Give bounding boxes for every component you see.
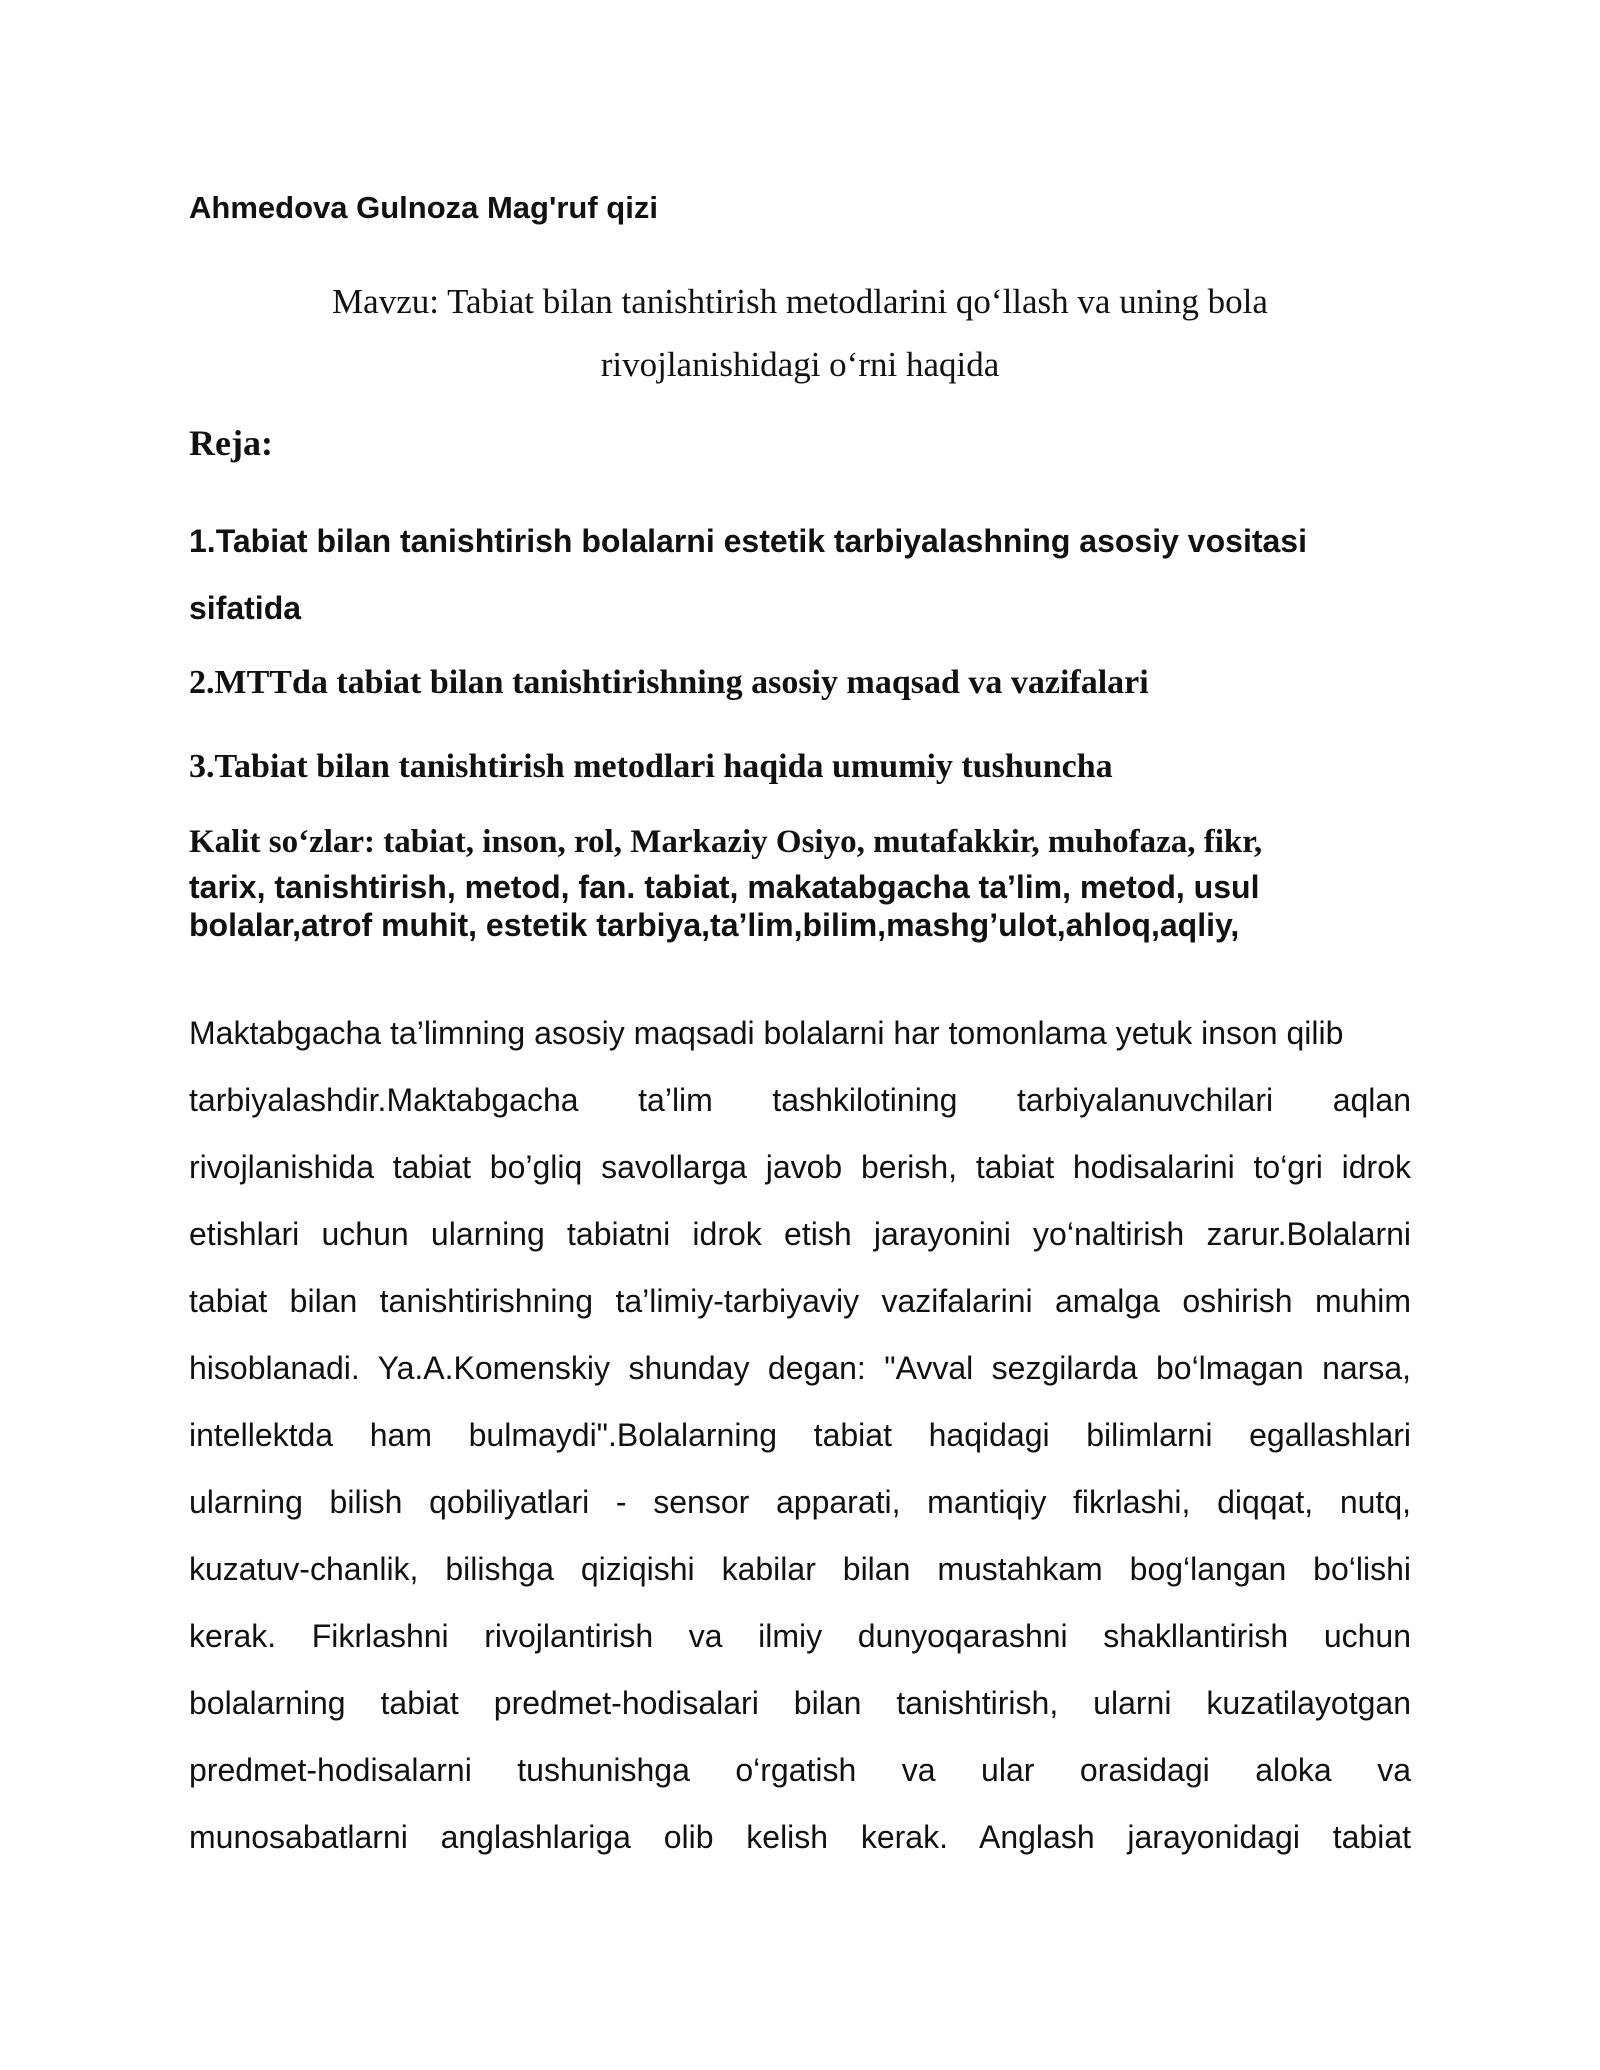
body-line: kerak. Fikrlashni rivojlantirish va ilmiy dunyoqarashni shakllantirish uchun bbox=[189, 1618, 1411, 1654]
body-line: Maktabgacha ta’limning asosiy maqsadi bolalarni har tomonlama yetuk inson qilib bbox=[189, 1015, 1344, 1051]
body-line: rivojlanishida tabiat bo’gliq savollarga javob berish, tabiat hodisalarini to‘gri idrok bbox=[189, 1149, 1411, 1185]
keywords-block bbox=[189, 816, 1419, 944]
plan-item-3: 3.Tabiat bilan tanishtirish metodlari haqida umumiy tushuncha bbox=[189, 748, 1113, 785]
body-line: intellektda ham bulmaydi".Bolalarning tabiat haqidagi bilimlarni egallashlari bbox=[189, 1417, 1411, 1453]
plan-item-line: 1.Tabiat bilan tanishtirish bolalarni estetik tarbiyalashning asosiy vositasi bbox=[189, 523, 1307, 559]
keywords-line: bolalar,atrof muhit, estetik tarbiya,ta’lim,bilim,mashg’ulot,ahloq,aqliy, bbox=[189, 907, 1240, 943]
plan-label: Reja: bbox=[189, 423, 273, 463]
author-name: Ahmedova Gulnoza Mag'ruf qizi bbox=[189, 190, 658, 225]
body-line: tabiat bilan tanishtirishning ta’limiy-tarbiyaviy vazifalarini amalga oshirish muhim bbox=[189, 1283, 1411, 1319]
topic-line: rivojlanishidagi o‘rni haqida bbox=[600, 345, 1000, 384]
body-line: tarbiyalashdir.Maktabgacha ta’lim tashkilotining tarbiyalanuvchilari aqlan bbox=[189, 1082, 1411, 1118]
plan-item-line: sifatida bbox=[189, 590, 302, 626]
topic-line: Mavzu: Tabiat bilan tanishtirish metodlarini qo‘llash va uning bola bbox=[332, 282, 1268, 321]
topic-heading bbox=[189, 270, 1411, 396]
body-line: etishlari uchun ularning tabiatni idrok etish jarayonini yo‘naltirish zarur.Bolalarni bbox=[189, 1216, 1411, 1252]
body-line: predmet-hodisalarni tushunishga o‘rgatish va ular orasidagi aloka va bbox=[189, 1752, 1411, 1788]
body-line: hisoblanadi. Ya.A.Komenskiy shunday degan: "Avval sezgilarda bo‘lmagan narsa, bbox=[189, 1350, 1411, 1386]
plan-item-1 bbox=[189, 508, 1307, 642]
body-line: munosabatlarni anglashlariga olib kelish kerak. Anglash jarayonidagi tabiat bbox=[189, 1819, 1411, 1855]
keywords-line: tarix, tanishtirish, metod, fan. tabiat, makatabgacha ta’lim, metod, usul bbox=[189, 869, 1260, 905]
body-line: bolalarning tabiat predmet-hodisalari bilan tanishtirish, ularni kuzatilayotgan bbox=[189, 1685, 1411, 1721]
body-paragraph bbox=[189, 1000, 1411, 1871]
body-line: kuzatuv-chanlik, bilishga qiziqishi kabilar bilan mustahkam bog‘langan bo‘lishi bbox=[189, 1551, 1411, 1587]
plan-item-2: 2.MTTda tabiat bilan tanishtirishning asosiy maqsad va vazifalari bbox=[189, 664, 1149, 701]
keywords-line: Kalit so‘zlar: tabiat, inson, rol, Markaziy Osiyo, mutafakkir, muhofaza, fikr, bbox=[189, 824, 1263, 860]
body-line: ularning bilish qobiliyatlari - sensor apparati, mantiqiy fikrlashi, diqqat, nutq, bbox=[189, 1484, 1411, 1520]
